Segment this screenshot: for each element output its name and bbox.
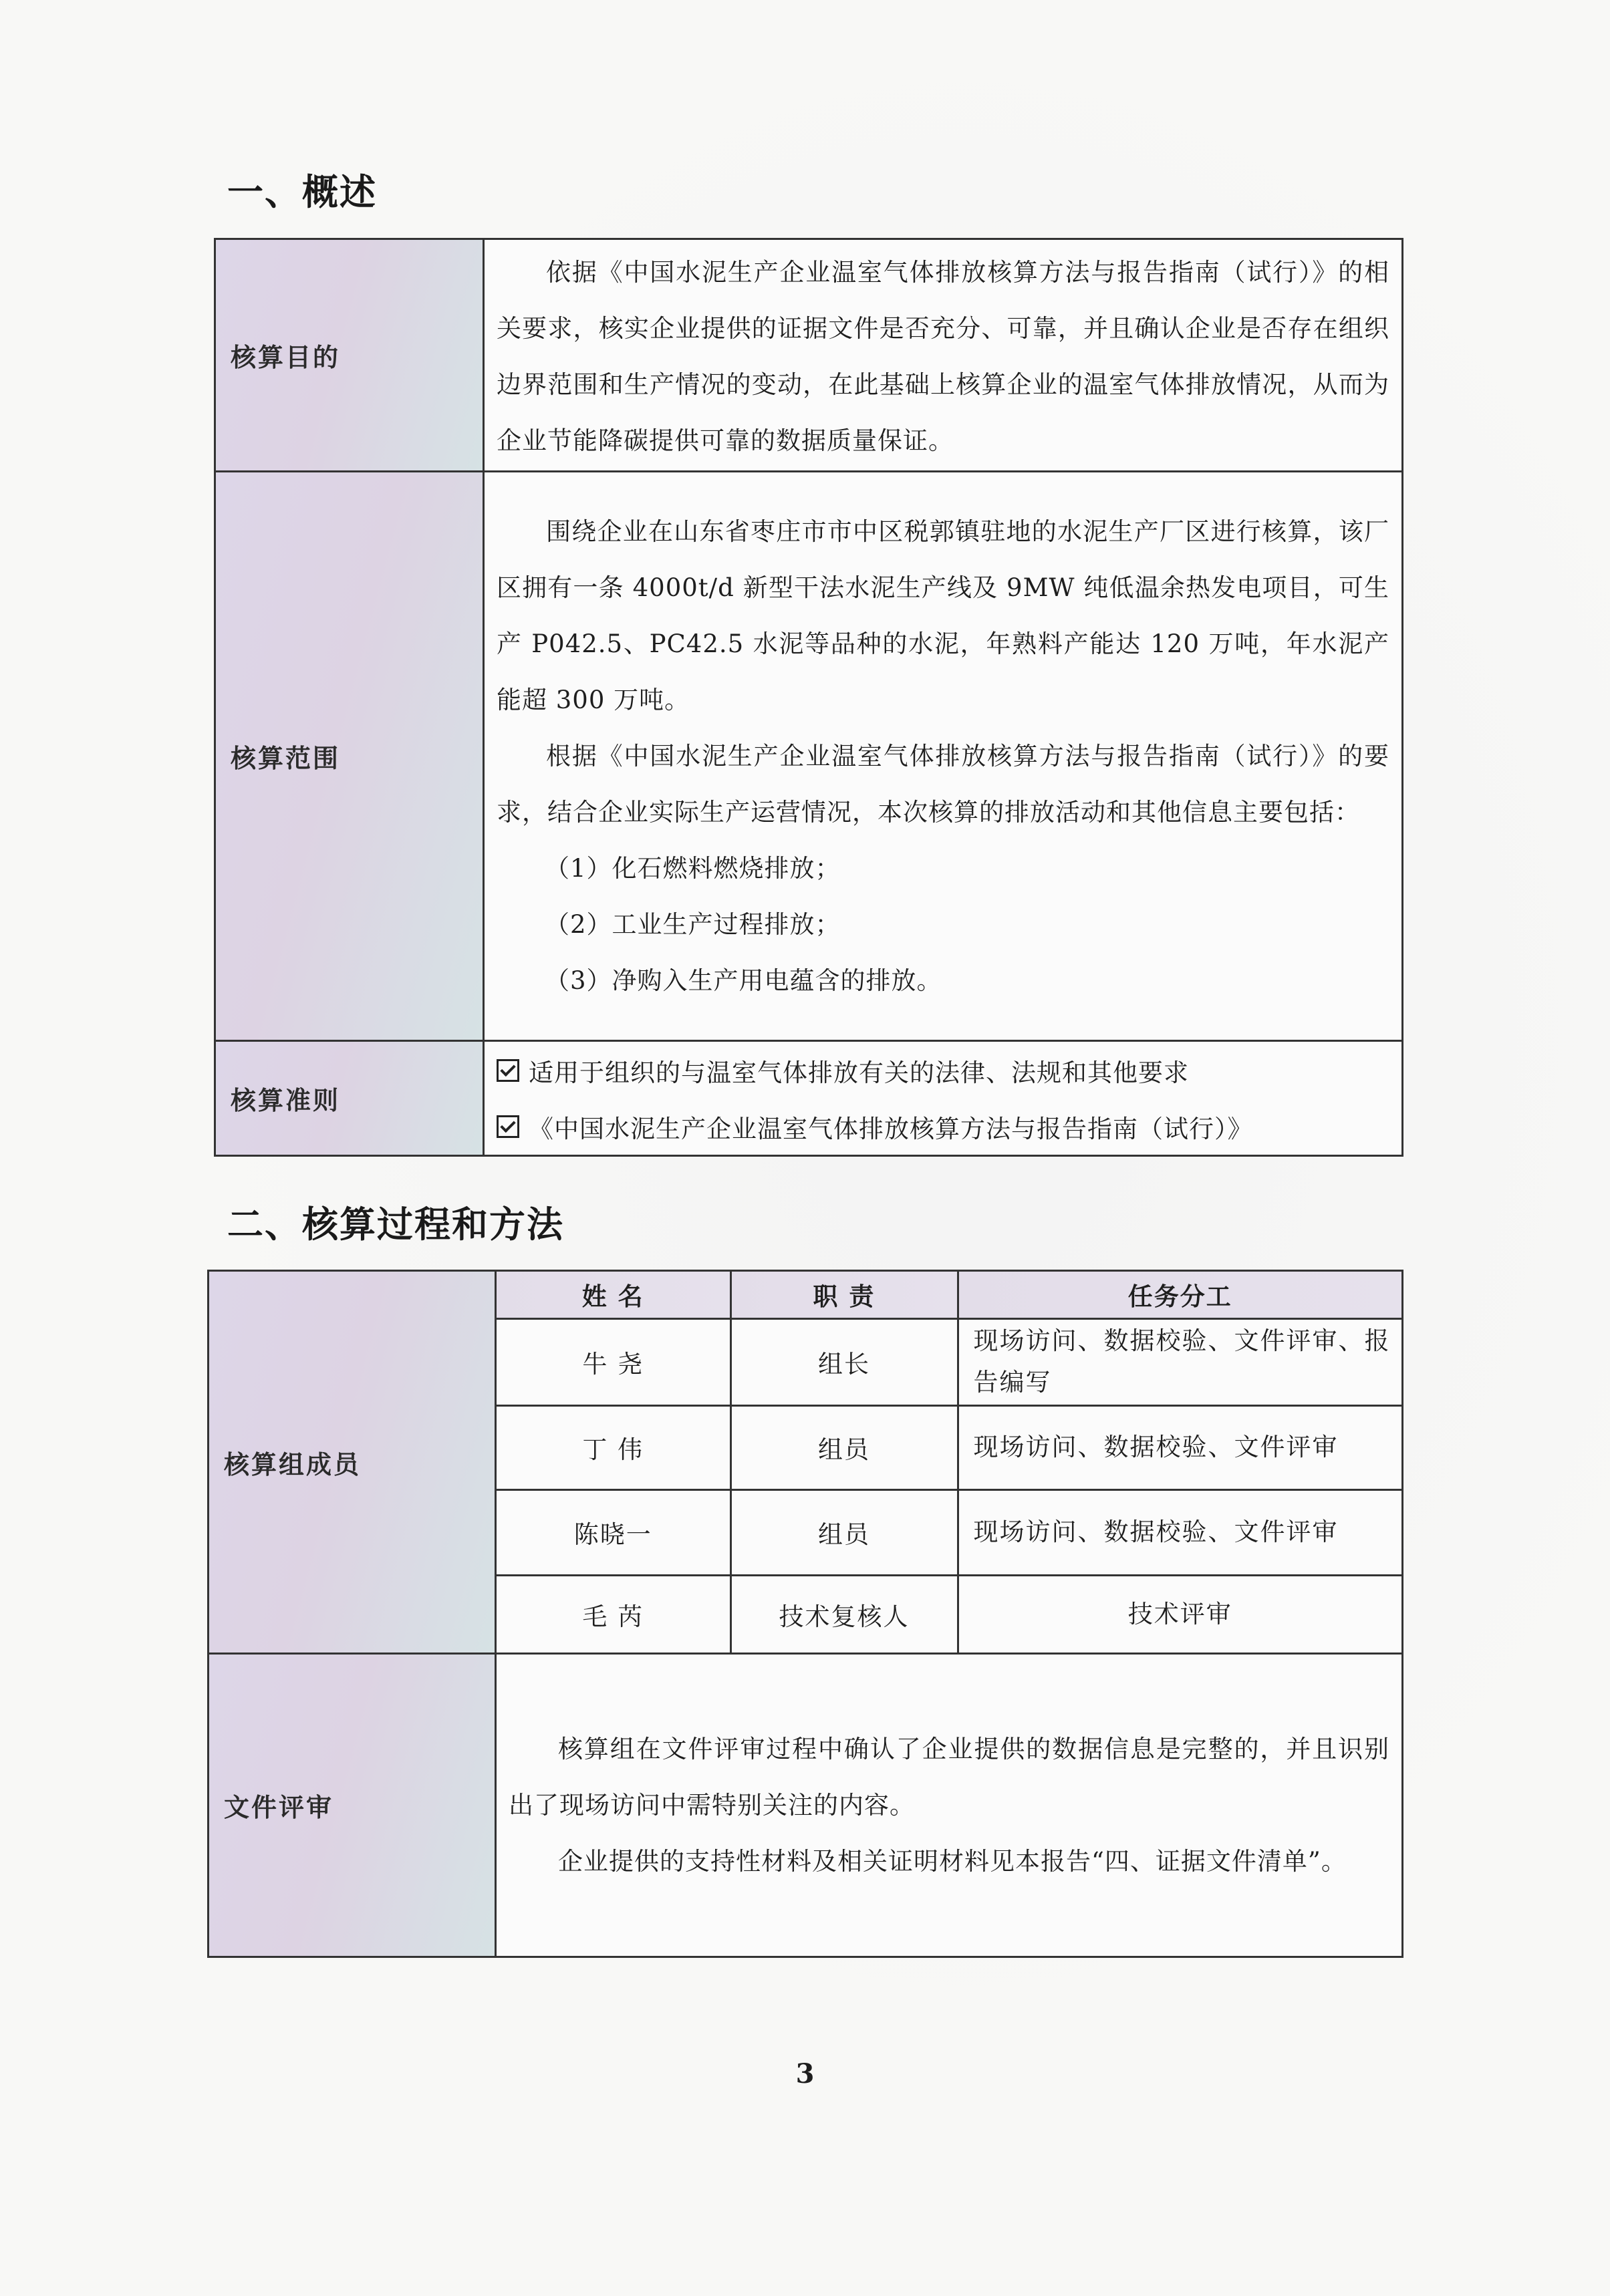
purpose-content	[484, 239, 1403, 472]
header-task: 任务分工	[958, 1272, 1401, 1318]
table-row	[497, 1405, 1401, 1489]
checked-box-icon	[497, 1115, 519, 1138]
scope-list-item-2: （2）工业生产过程排放；	[545, 909, 841, 939]
criteria-check-1-text: 适用于组织的与温室气体排放有关的法律、法规和其他要求	[529, 1058, 1189, 1087]
overview-table	[214, 238, 1403, 1157]
page-number: 3	[795, 2058, 815, 2090]
criteria-check-2	[485, 1099, 1401, 1155]
member-task: 技术评审	[958, 1575, 1401, 1653]
scope-list-item-3: （3）净购入生产用电蕴含的排放。	[545, 966, 942, 995]
criteria-check-2-text: 《中国水泥生产企业温室气体排放核算方法与报告指南（试行）》	[529, 1114, 1253, 1143]
members-header-row	[497, 1272, 1401, 1318]
members-table	[497, 1272, 1401, 1653]
member-name: 丁 伟	[497, 1405, 730, 1489]
section-1-heading: 一、概述	[227, 171, 377, 213]
section-2-heading: 二、核算过程和方法	[227, 1203, 564, 1246]
review-content	[496, 1654, 1403, 1957]
criteria-content	[484, 1041, 1403, 1156]
checked-box-icon	[497, 1059, 519, 1082]
member-role: 组长	[730, 1318, 958, 1405]
member-task: 现场访问、数据校验、文件评审	[958, 1405, 1401, 1489]
scope-paragraph-1: 围绕企业在山东省枣庄市市中区税郭镇驻地的水泥生产厂区进行核算，该厂区拥有一条 4000t/d 新型干法水泥生产线及 9MW 纯低温余热发电项目，可生产 P042.5、PC42.5 水泥等品种的水泥，年熟料产能达 120 万吨，年水泥产能超 300 万吨。	[497, 517, 1389, 714]
members-label: 核算组成员	[209, 1271, 496, 1654]
member-name: 毛 芮	[497, 1575, 730, 1653]
table-row	[497, 1489, 1401, 1575]
table-row	[497, 1318, 1401, 1405]
review-paragraph-1: 核算组在文件评审过程中确认了企业提供的数据信息是完整的，并且识别出了现场访问中需特别关注的内容。	[509, 1734, 1389, 1820]
members-row	[209, 1271, 1403, 1654]
member-task: 现场访问、数据校验、文件评审、报告编写	[958, 1318, 1401, 1405]
member-name: 牛 尧	[497, 1318, 730, 1405]
member-role: 组员	[730, 1489, 958, 1575]
table-row	[497, 1575, 1401, 1653]
purpose-label: 核算目的	[215, 239, 484, 472]
review-row	[209, 1654, 1403, 1957]
criteria-label: 核算准则	[215, 1041, 484, 1156]
members-content	[496, 1271, 1403, 1654]
scope-content	[484, 472, 1403, 1041]
purpose-row	[215, 239, 1403, 472]
member-role: 组员	[730, 1405, 958, 1489]
purpose-paragraph: 依据《中国水泥生产企业温室气体排放核算方法与报告指南（试行）》的相关要求，核实企业提供的证据文件是否充分、可靠，并且确认企业是否存在组织边界范围和生产情况的变动，在此基础上核算企业的温室气体排放情况，从而为企业节能降碳提供可靠的数据质量保证。	[497, 257, 1389, 455]
header-role: 职 责	[730, 1272, 958, 1318]
member-name: 陈晓一	[497, 1489, 730, 1575]
review-paragraph-2: 企业提供的支持性材料及相关证明材料见本报告“四、证据文件清单”。	[558, 1846, 1347, 1876]
criteria-row	[215, 1041, 1403, 1156]
process-table	[207, 1270, 1403, 1958]
criteria-check-1	[485, 1042, 1401, 1099]
member-task: 现场访问、数据校验、文件评审	[958, 1489, 1401, 1575]
scope-paragraph-2: 根据《中国水泥生产企业温室气体排放核算方法与报告指南（试行）》的要求，结合企业实际生产运营情况，本次核算的排放活动和其他信息主要包括：	[497, 741, 1389, 827]
scope-row	[215, 472, 1403, 1041]
scope-label: 核算范围	[215, 472, 484, 1041]
header-name: 姓 名	[497, 1272, 730, 1318]
scope-list-item-1: （1）化石燃料燃烧排放；	[545, 853, 841, 883]
member-role: 技术复核人	[730, 1575, 958, 1653]
review-label: 文件评审	[209, 1654, 496, 1957]
